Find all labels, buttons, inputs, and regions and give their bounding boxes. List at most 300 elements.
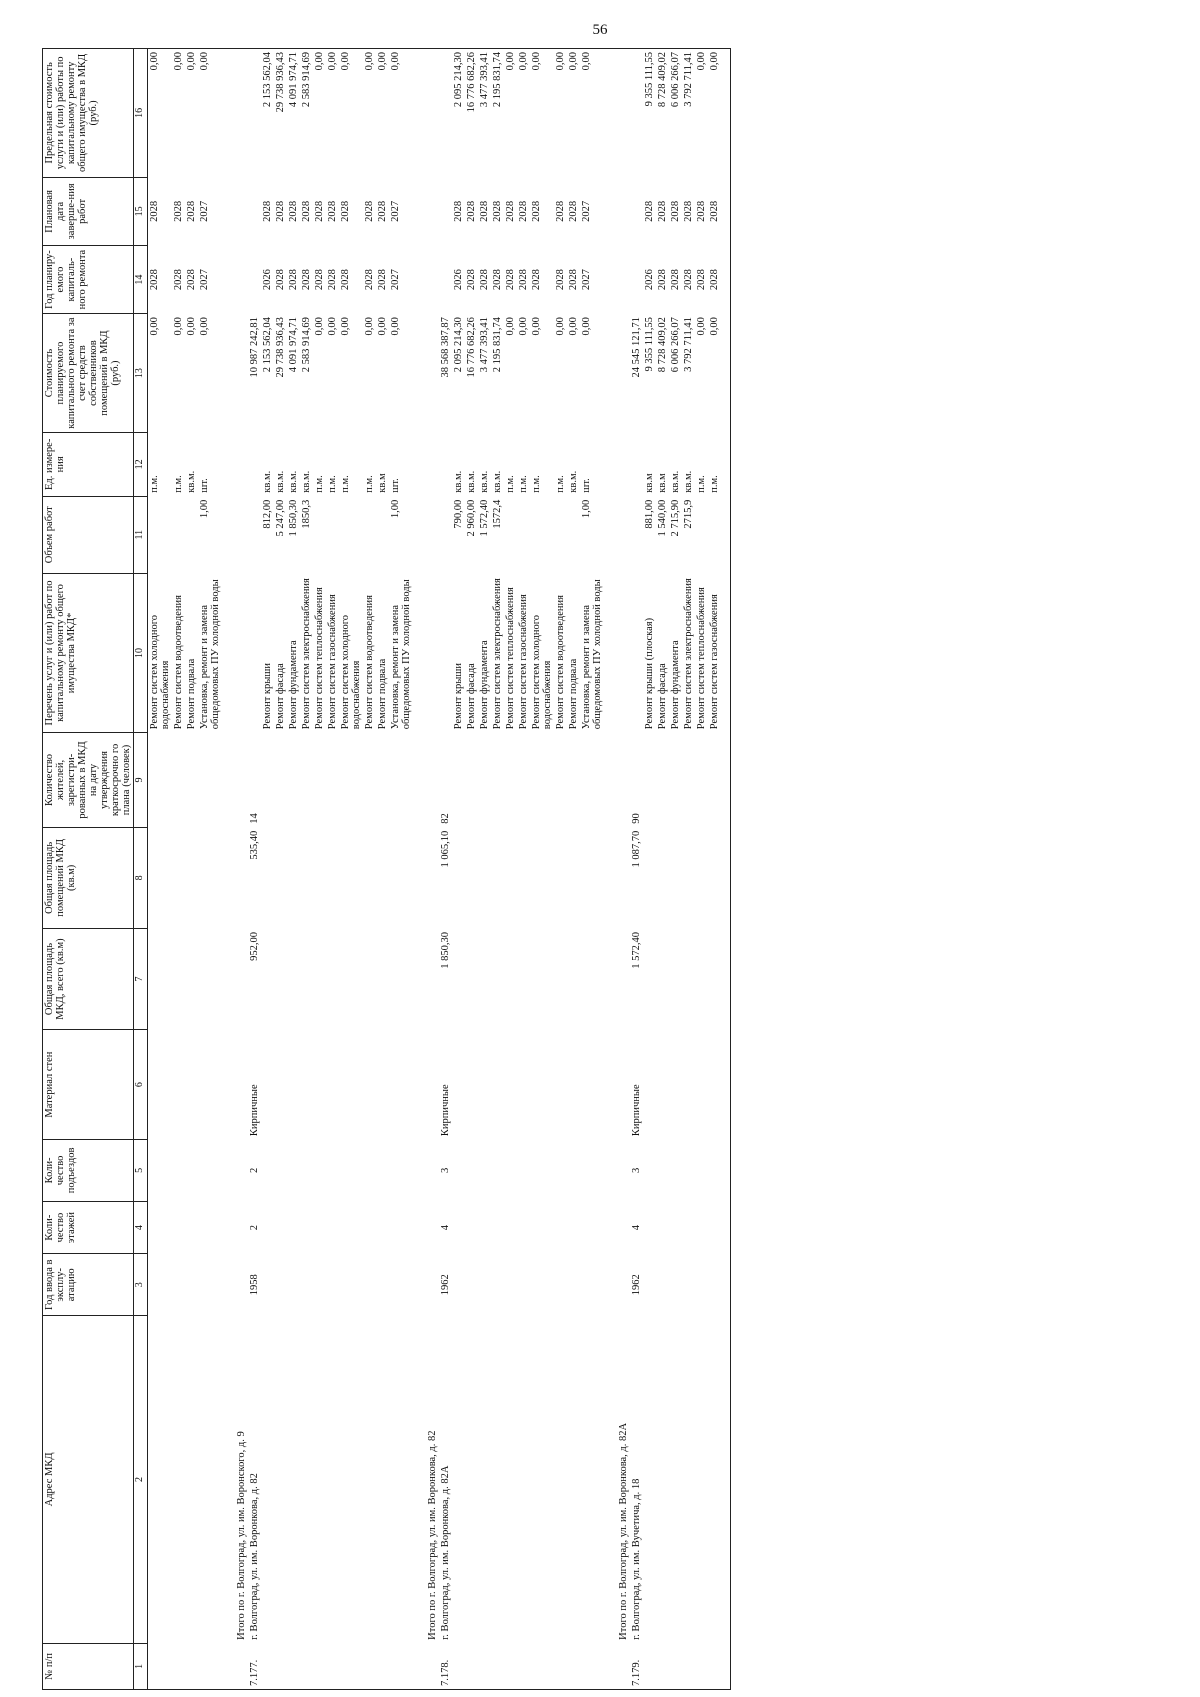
table-cell: Итого по г. Волгоград, ул. им. Воронкова, д. 82А [618, 1422, 630, 1640]
table-cell [580, 1316, 604, 1644]
table-cell: кв.м. [261, 470, 273, 493]
table-cell [708, 827, 731, 928]
table-cell [630, 496, 643, 573]
table-cell: 3 [631, 1167, 643, 1174]
table-cell [172, 1030, 185, 1140]
table-cell [147, 928, 172, 1029]
table-cell [604, 827, 630, 928]
table-cell: п.м. [148, 475, 160, 493]
table-cell: 0,00 [555, 317, 567, 336]
table-cell: кв.м [657, 473, 669, 493]
table-cell [222, 928, 248, 1029]
table-cell [554, 496, 567, 573]
table-cell: Ремонт систем теплоснабжения [313, 587, 325, 730]
table-cell [274, 1140, 287, 1202]
column-number: 9 [134, 733, 148, 828]
table-cell: 2028 [708, 245, 731, 313]
table-cell [643, 1643, 656, 1689]
table-cell [567, 827, 580, 928]
table-cell [465, 1140, 478, 1202]
table-cell: 1 540,00 [657, 499, 669, 537]
table-cell: 2 153 562,04 [261, 317, 273, 373]
table-cell: 2028 [300, 200, 312, 222]
table-cell [682, 827, 695, 928]
table-cell [287, 1201, 300, 1254]
table-cell: 2028 [274, 269, 286, 291]
table-cell [313, 1140, 326, 1202]
table-cell [413, 1201, 439, 1254]
table-cell [326, 1140, 339, 1202]
table-cell: 14 [248, 813, 260, 824]
table-cell [339, 1030, 363, 1140]
table-cell [147, 1201, 172, 1254]
table-cell [376, 1316, 389, 1644]
table-cell [439, 49, 452, 178]
table-cell [389, 1254, 413, 1316]
table-cell: Ремонт систем водоотведения [555, 595, 567, 730]
table-cell [604, 432, 630, 496]
table-cell [198, 733, 222, 828]
table-cell: 2026 [261, 269, 273, 291]
table-cell [478, 1643, 491, 1689]
table-cell [147, 827, 172, 928]
table-cell: 2028 [555, 269, 567, 291]
table-cell: 2028 [531, 200, 543, 222]
table-cell [413, 1140, 439, 1202]
table-cell [478, 1254, 491, 1316]
work-item-row [313, 49, 326, 1690]
table-cell [452, 827, 465, 928]
table-cell [478, 827, 491, 928]
column-header: Материал стен [43, 1030, 134, 1140]
table-cell: 5 247,00 [274, 499, 286, 537]
table-cell: 0,00 [326, 317, 338, 336]
table-cell: 0,00 [185, 317, 197, 336]
table-cell [287, 1030, 300, 1140]
table-cell [695, 1643, 708, 1689]
table-cell: 2 583 914,69 [300, 317, 312, 373]
table-cell [567, 733, 580, 828]
table-cell [530, 827, 554, 928]
table-cell [363, 1140, 376, 1202]
table-cell [198, 1643, 222, 1689]
table-cell [313, 827, 326, 928]
table-cell [554, 1201, 567, 1254]
table-cell: 2028 [670, 200, 682, 222]
table-cell: Установка, ремонт и замена общедомовых ПУ холодной воды [581, 579, 604, 730]
table-cell [580, 928, 604, 1029]
table-cell [604, 1643, 630, 1689]
table-cell [491, 827, 504, 928]
table-cell: Ремонт систем газоснабжения [518, 594, 530, 730]
table-cell: 2027 [581, 200, 593, 222]
table-cell: 790,00 [452, 499, 464, 529]
table-cell [604, 573, 630, 732]
table-cell: 2028 [148, 269, 160, 291]
table-cell: 3 477 393,41 [478, 49, 491, 178]
table-cell: 2028 [708, 177, 731, 245]
table-cell [452, 1201, 465, 1254]
table-cell: 3 477 393,41 [479, 317, 490, 373]
table-cell: г. Волгоград, ул. им. Вучетича, д. 18 [631, 1478, 643, 1640]
table-cell [248, 177, 261, 245]
table-cell: 2028 [492, 200, 504, 222]
table-cell: Ремонт систем водоотведения [172, 595, 184, 730]
work-item-row [695, 49, 708, 1690]
table-cell: 1958 [248, 1274, 260, 1296]
table-cell: 16 776 682,26 [465, 49, 478, 178]
table-cell [363, 1030, 376, 1140]
table-cell: 1850,3 [300, 499, 312, 529]
column-number-row [134, 49, 148, 1690]
table-cell [248, 49, 261, 178]
table-cell [580, 1030, 604, 1140]
table-cell [376, 1201, 389, 1254]
table-cell [363, 928, 376, 1029]
table-cell [300, 1140, 313, 1202]
table-cell: 3 792 711,41 [682, 49, 695, 178]
table-cell [604, 314, 630, 433]
table-cell [604, 1254, 630, 1316]
work-item-row [465, 49, 478, 1690]
table-cell: 2028 [696, 269, 708, 291]
table-cell [222, 496, 248, 573]
table-cell: 0,00 [172, 49, 185, 178]
table-cell: 2028 [657, 269, 669, 291]
table-cell [147, 496, 172, 573]
table-cell [452, 1643, 465, 1689]
table-cell [172, 1140, 185, 1202]
column-header: Год планиру-емого капиталь-ного ремонта [43, 245, 134, 313]
table-cell: шт. [198, 478, 210, 493]
table-cell [452, 928, 465, 1029]
column-header: Общая площадь МКД, всего (кв.м) [43, 928, 134, 1029]
table-cell [530, 1254, 554, 1316]
table-cell [439, 573, 452, 732]
column-header: Плановая дата заверше-ния работ [43, 177, 134, 245]
table-cell [478, 928, 491, 1029]
table-cell: Установка, ремонт и замена общедомовых ПУ холодной воды [198, 579, 221, 730]
table-cell: кв.м. [568, 470, 580, 493]
table-cell: Ремонт систем холодного водоснабжения [531, 614, 554, 730]
table-cell: Ремонт подвала [376, 658, 388, 730]
table-cell: 2028 [339, 200, 351, 222]
table-cell [669, 733, 682, 828]
column-number: 13 [134, 314, 148, 433]
table-cell: 2028 [492, 269, 504, 291]
work-item-row [656, 49, 669, 1690]
table-cell: 1962 [439, 1274, 451, 1296]
table-cell: 7.179. [630, 1643, 643, 1689]
table-cell: 2027 [389, 269, 401, 291]
table-cell [630, 432, 643, 496]
table-cell [439, 245, 452, 313]
table-cell [185, 1316, 198, 1644]
table-cell [708, 1316, 731, 1644]
table-cell [478, 1140, 491, 1202]
column-number: 3 [134, 1254, 148, 1316]
table-cell [185, 827, 198, 928]
table-cell [554, 928, 567, 1029]
work-item-row [708, 49, 731, 1690]
table-cell: 2 583 914,69 [300, 49, 313, 178]
table-cell [261, 1643, 274, 1689]
table-cell [643, 1316, 656, 1644]
table-cell [604, 496, 630, 573]
table-cell [708, 1201, 731, 1254]
table-cell: 2 715,90 [670, 499, 682, 537]
work-item-row [339, 49, 363, 1690]
table-cell: 0,00 [376, 49, 389, 178]
table-cell [452, 733, 465, 828]
table-cell: 2026 [452, 269, 464, 291]
table-cell [376, 1030, 389, 1140]
table-cell: 9 355 111,55 [644, 317, 656, 372]
table-cell [504, 1030, 517, 1140]
table-cell: 2 [248, 1167, 260, 1174]
table-cell [554, 733, 567, 828]
table-cell: Ремонт фасада [657, 663, 669, 730]
table-cell: Итого по г. Волгоград, ул. им. Воронкова, д. 82 [426, 1430, 438, 1640]
table-cell [491, 733, 504, 828]
table-cell: 0,00 [554, 49, 567, 178]
table-cell [300, 1254, 313, 1316]
column-header: Коли-чество этажей [43, 1201, 134, 1254]
table-cell: 1572,4 [492, 499, 504, 529]
table-cell: 1962 [631, 1274, 643, 1296]
table-cell: 1 087,70 [631, 830, 643, 868]
work-item-row [376, 49, 389, 1690]
table-cell: 1,00 [198, 499, 210, 519]
table-cell: 0,00 [198, 317, 210, 336]
table-cell: 2027 [389, 200, 401, 222]
table-cell [326, 496, 339, 573]
table-cell [669, 1316, 682, 1644]
table-cell [656, 1201, 669, 1254]
table-cell [517, 1201, 530, 1254]
table-cell: кв.м. [683, 470, 695, 493]
table-cell [274, 827, 287, 928]
table-cell [222, 1643, 248, 1689]
table-cell: Установка, ремонт и замена общедомовых ПУ холодной воды [389, 579, 412, 730]
table-cell [198, 1316, 222, 1644]
table-cell [389, 827, 413, 928]
work-item-row [567, 49, 580, 1690]
table-cell: кв.м. [300, 470, 312, 493]
total-row [413, 49, 439, 1690]
table-cell [413, 733, 439, 828]
table-cell [567, 1643, 580, 1689]
table-cell [517, 733, 530, 828]
table-cell [287, 1316, 300, 1644]
table-cell: Ремонт систем газоснабжения [708, 573, 731, 732]
table-cell: 881,00 [644, 499, 656, 529]
table-cell [669, 1643, 682, 1689]
table-cell [339, 496, 363, 573]
table-cell: кв.м. [465, 470, 477, 493]
table-cell [517, 1643, 530, 1689]
table-cell [708, 1030, 731, 1140]
table-cell [517, 1254, 530, 1316]
table-cell [389, 1643, 413, 1689]
table-cell: 3 792 711,41 [683, 317, 695, 372]
table-cell [530, 1201, 554, 1254]
table-cell: п.м. [708, 432, 731, 496]
table-cell: Ремонт систем холодного водоснабжения [148, 614, 171, 730]
table-cell: 0,00 [185, 49, 198, 178]
table-cell: 24 545 121,71 [631, 317, 643, 378]
table-cell [695, 1201, 708, 1254]
table-cell: 2 153 562,04 [261, 49, 274, 178]
table-cell [656, 1254, 669, 1316]
table-cell [198, 827, 222, 928]
table-cell [185, 1643, 198, 1689]
table-cell [222, 1201, 248, 1254]
table-cell [682, 1201, 695, 1254]
table-cell [376, 1643, 389, 1689]
table-cell: п.м. [505, 475, 517, 493]
table-cell: 0,00 [339, 317, 351, 336]
table-cell [554, 1140, 567, 1202]
table-cell: 0,00 [708, 49, 731, 178]
table-cell [389, 1140, 413, 1202]
table-cell [682, 928, 695, 1029]
table-cell [530, 928, 554, 1029]
table-cell: 2028 [452, 200, 464, 222]
table-cell [261, 1254, 274, 1316]
table-cell [517, 1316, 530, 1644]
table-cell: 2028 [148, 200, 160, 222]
work-item-row [198, 49, 222, 1690]
table-cell [567, 1201, 580, 1254]
table-cell [643, 1254, 656, 1316]
table-cell [630, 49, 643, 178]
table-cell [198, 928, 222, 1029]
table-cell [554, 1643, 567, 1689]
table-cell [313, 1316, 326, 1644]
table-cell [313, 496, 326, 573]
table-cell [172, 496, 185, 573]
table-cell [222, 1140, 248, 1202]
table-cell [695, 1254, 708, 1316]
table-cell [147, 1140, 172, 1202]
table-cell: 2028 [287, 269, 299, 291]
table-cell [222, 432, 248, 496]
table-cell [656, 1316, 669, 1644]
table-cell: 2028 [326, 269, 338, 291]
table-cell [172, 827, 185, 928]
table-cell [326, 1316, 339, 1644]
table-cell [517, 1030, 530, 1140]
table-cell [287, 928, 300, 1029]
table-cell [326, 928, 339, 1029]
table-cell: 2028 [465, 269, 477, 291]
table-cell [287, 733, 300, 828]
table-cell: 2028 [505, 269, 517, 291]
table-cell: 0,00 [517, 49, 530, 178]
table-cell: 8 728 409,02 [657, 317, 669, 373]
table-cell [604, 733, 630, 828]
table-cell: Ремонт систем теплоснабжения [505, 587, 517, 730]
table-cell: 0,00 [567, 49, 580, 178]
table-cell [554, 1254, 567, 1316]
table-cell [300, 1030, 313, 1140]
table-cell [339, 733, 363, 828]
table-cell [708, 928, 731, 1029]
table-cell: 0,00 [504, 49, 517, 178]
table-cell [643, 1201, 656, 1254]
work-item-row [287, 49, 300, 1690]
table-cell [389, 928, 413, 1029]
table-cell [682, 1643, 695, 1689]
table-cell: 2028 [261, 200, 273, 222]
table-cell [491, 1316, 504, 1644]
table-cell [376, 733, 389, 828]
table-cell [604, 1140, 630, 1202]
table-cell [222, 573, 248, 732]
column-number: 2 [134, 1316, 148, 1644]
table-cell: 1 572,40 [479, 499, 490, 537]
table-cell [695, 1316, 708, 1644]
table-cell [326, 1254, 339, 1316]
table-cell [363, 1254, 376, 1316]
table-cell [530, 733, 554, 828]
table-cell: 0,00 [172, 317, 184, 336]
table-cell [198, 1254, 222, 1316]
column-header: № п/п [43, 1643, 134, 1689]
work-item-row [147, 49, 172, 1690]
table-cell: 2028 [172, 200, 184, 222]
table-cell: 1,00 [389, 499, 401, 519]
table-cell [567, 1140, 580, 1202]
table-cell [682, 1140, 695, 1202]
table-cell [222, 49, 248, 178]
table-cell [198, 1030, 222, 1140]
table-cell: 2028 [555, 200, 567, 222]
table-cell [326, 1030, 339, 1140]
column-number: 8 [134, 827, 148, 928]
table-cell [339, 1140, 363, 1202]
table-cell: 2028 [363, 200, 375, 222]
table-cell [172, 1201, 185, 1254]
table-cell [478, 733, 491, 828]
table-cell: 0,00 [147, 49, 172, 178]
table-cell [248, 432, 261, 496]
table-cell [248, 496, 261, 573]
table-cell: Ремонт подвала [185, 658, 197, 730]
table-cell [708, 733, 731, 828]
table-cell [465, 928, 478, 1029]
table-cell: 2715,9 [683, 499, 695, 529]
table-cell: п.м. [555, 475, 567, 493]
table-cell [604, 928, 630, 1029]
table-cell [185, 1254, 198, 1316]
table-cell [517, 827, 530, 928]
table-cell [389, 1030, 413, 1140]
table-cell: Ремонт систем холодного водоснабжения [339, 614, 362, 730]
table-cell: 2028 [313, 200, 325, 222]
total-row [222, 49, 248, 1690]
table-cell [185, 496, 198, 573]
column-header: Предельная стоимость услуги и (или) работы по капитальному ремонту общего имущества в МКД (руб.) [43, 49, 134, 178]
work-item-row [580, 49, 604, 1690]
table-cell: 3 [439, 1167, 451, 1174]
table-cell [413, 314, 439, 433]
table-cell [695, 928, 708, 1029]
table-cell: п.м. [531, 475, 543, 493]
table-cell [363, 1316, 376, 1644]
table-cell: 2028 [657, 200, 669, 222]
